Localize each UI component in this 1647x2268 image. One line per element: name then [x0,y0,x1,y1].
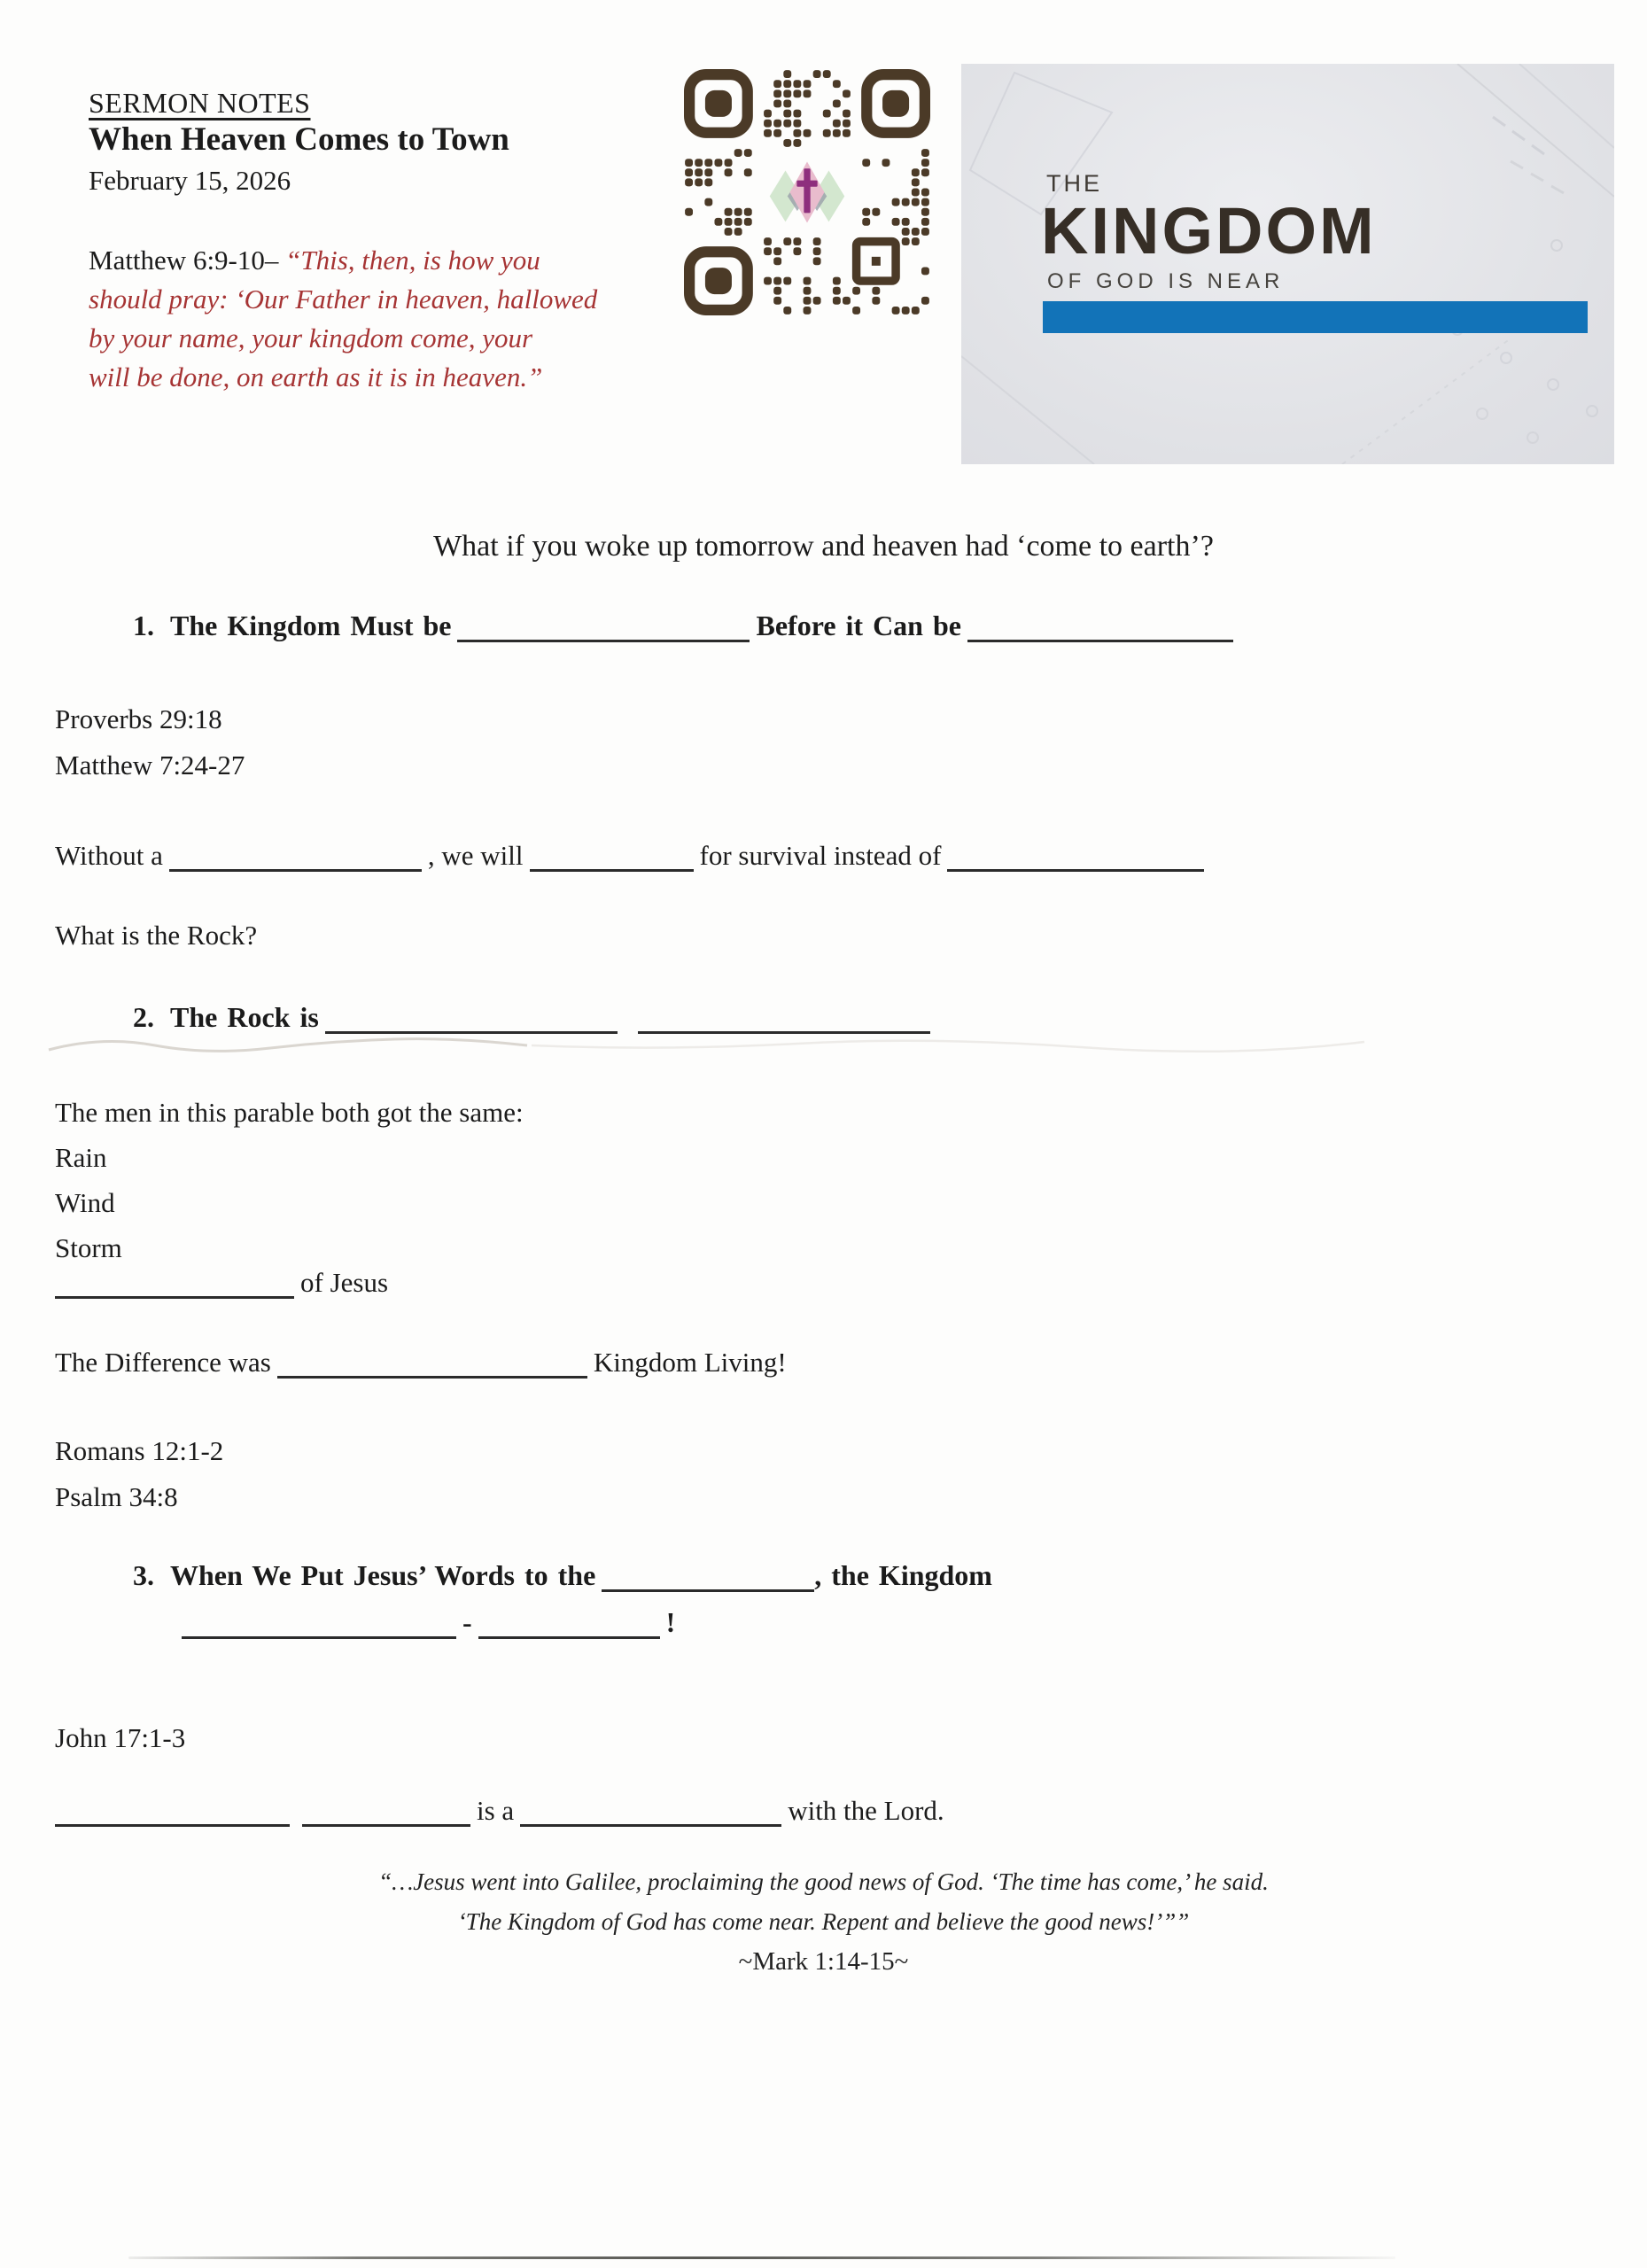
closing-quote-attribution: ~Mark 1:14-15~ [738,1947,909,1976]
fill-in-blank [478,1633,660,1639]
sermon-notes-label: SERMON NOTES [89,87,311,119]
sermon-title: When Heaven Comes to Town [89,121,509,158]
fill-in-blank [55,1293,294,1299]
central-question: What if you woke up tomorrow and heaven had ‘come to earth’? [433,530,1214,563]
point-3-line-2: - ! [182,1606,992,1639]
of-jesus-line: of Jesus [55,1267,388,1299]
fill-in-blank [277,1372,587,1379]
logo-blue-bar [1043,301,1588,333]
with-the-lord-line: is a with the Lord. [55,1795,944,1827]
closing-quote-line: ‘The Kingdom of God has come near. Repent and believe the good news!’”” [457,1908,1190,1935]
scripture-reference: Matthew 6:9-10– [89,245,286,276]
fill-in-blank [325,1028,618,1034]
scripture-ref: Proverbs 29:18 [55,703,222,734]
kingdom-logo-panel [961,64,1614,464]
scripture-ref: Matthew 7:24-27 [55,750,245,781]
parable-item: Storm [55,1232,122,1263]
point-3-block [133,1559,992,1639]
parable-section [55,1090,524,1270]
logo-tagline-text: OF GOD IS NEAR [1047,269,1285,293]
point-3-number: 3. [133,1559,154,1591]
scripture-quote-line: should pray: ‘Our Father in heaven, hallowed [89,284,598,315]
fill-in-blank [967,636,1233,642]
scripture-refs-group-1 [55,696,245,788]
point-2-number: 2. [133,1001,154,1033]
scripture-quote-line: by your name, your kingdom come, your [89,322,533,353]
scan-edge-artifact [128,2256,1395,2259]
scripture-ref: Romans 12:1-2 [55,1435,224,1466]
rock-question-line: What is the Rock? [55,920,258,951]
point-3-line-1: 3. When We Put Jesus’ Words to the , the Kingdom [133,1559,992,1591]
scripture-refs-group-2 [55,1428,223,1520]
qr-code [684,69,930,315]
sermon-date: February 15, 2026 [89,165,291,196]
qr-cross-emblem [770,162,845,223]
logo-kingdom-text: KINGDOM [1041,194,1377,268]
fill-in-blank [55,1821,290,1827]
difference-line: The Difference was Kingdom Living! [55,1347,787,1378]
point-1-line: 1. The Kingdom Must be Before it Can be [133,610,1239,642]
scripture-ref: John 17:1-3 [55,1722,186,1753]
fill-in-blank [457,636,750,642]
fill-in-blank [638,1028,930,1034]
fill-in-blank [182,1633,456,1639]
fill-in-blank [520,1821,781,1827]
fill-in-blank [947,866,1204,872]
fill-in-blank [602,1586,814,1592]
parable-intro: The men in this parable both got the same: [55,1097,524,1128]
point-2-line: 2. The Rock is [133,1001,936,1034]
scripture-quote [89,241,597,397]
fill-in-blank [530,866,694,872]
closing-quote [0,1862,1647,1982]
qr-alignment-pattern [857,242,896,281]
parable-item: Rain [55,1142,107,1173]
scripture-ref: Psalm 34:8 [55,1481,178,1512]
fill-in-blank [169,866,422,872]
scripture-quote-line: Matthew 6:9-10– “This, then, is how you [89,245,540,276]
logo-the-text: THE [1046,170,1102,197]
parable-item: Wind [55,1187,115,1218]
without-line: Without a , we will for survival instead of [55,840,1210,872]
fill-in-blank [302,1821,470,1827]
closing-quote-line: “…Jesus went into Galilee, proclaiming the good news of God. ‘The time has come,’ he said. [378,1868,1269,1895]
scripture-quote-line: will be done, on earth as it is in heaven.” [89,361,543,392]
point-1-number: 1. [133,610,154,641]
